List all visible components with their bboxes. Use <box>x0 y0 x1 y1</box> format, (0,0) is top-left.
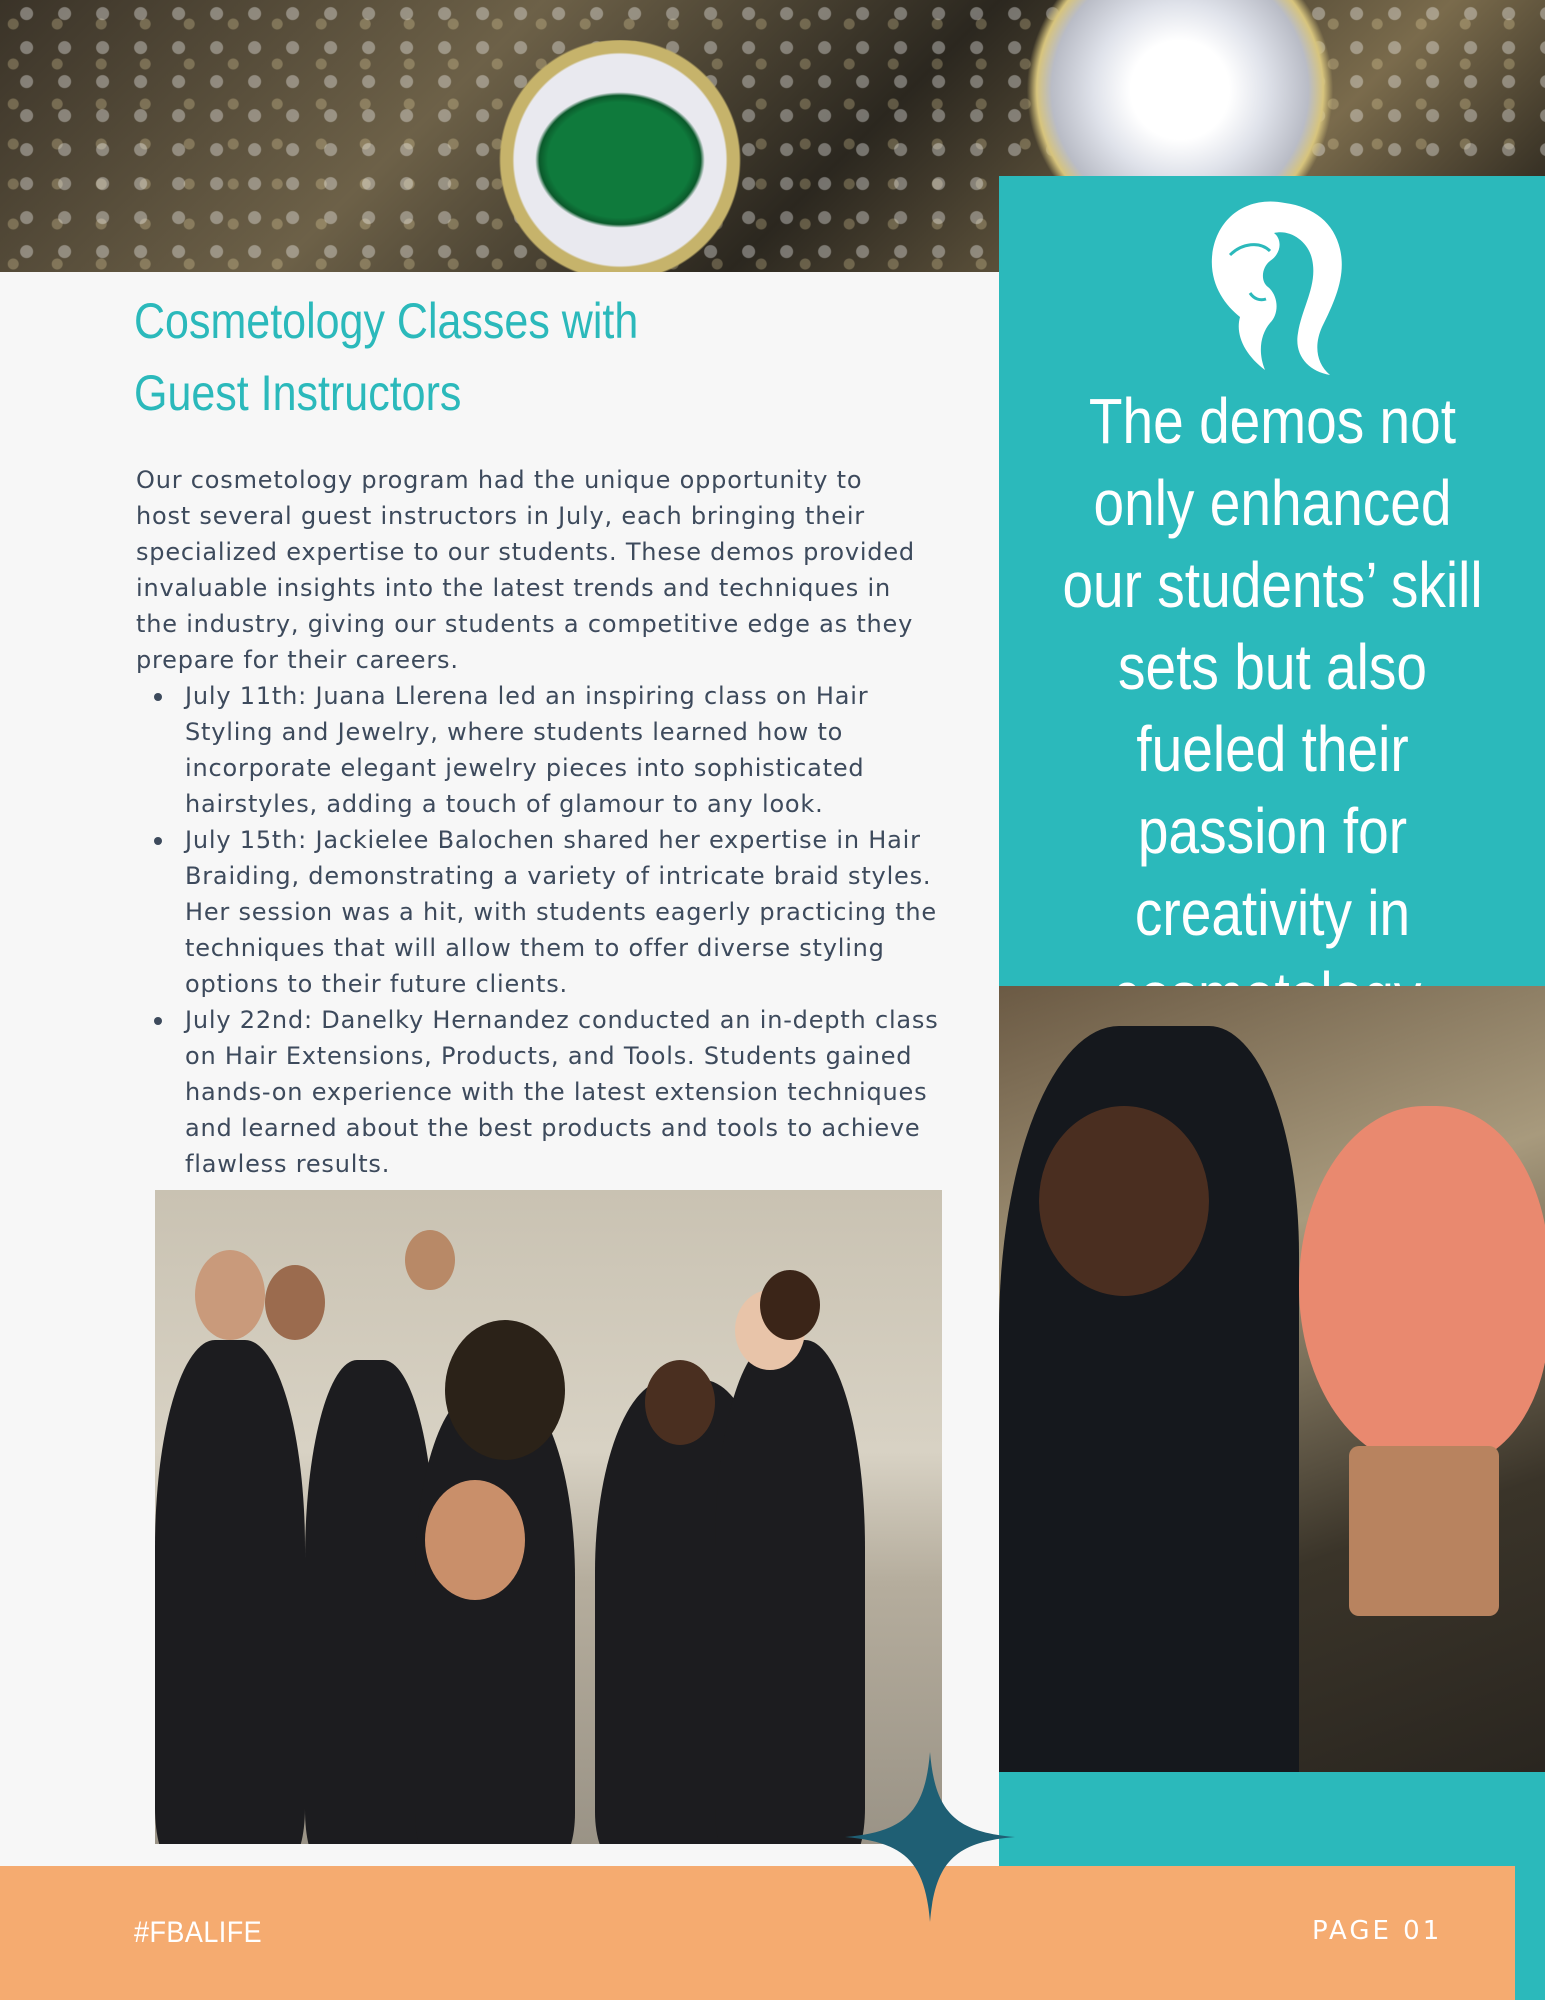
footer-hashtag: #FBALIFE <box>134 1916 263 1949</box>
page-title: Cosmetology Classes with Guest Instructors <box>134 293 639 421</box>
sparkle-star-icon <box>845 1752 1015 1922</box>
instructor-list <box>136 678 965 1182</box>
photo-head <box>265 1265 325 1340</box>
photo-head <box>760 1270 820 1340</box>
student-styling-photo <box>999 986 1545 1772</box>
mannequin-head <box>425 1480 525 1600</box>
student-head <box>1039 1106 1209 1296</box>
intro-paragraph: Our cosmetology program had the unique opportunity to host several guest instructors in July, each bringing their specialized expertise to our students. These demos provided invaluable insights into the latest trends and techniques in the industry, giving our students a competitive edge as they prepare for their careers. <box>136 466 915 674</box>
mannequin-head <box>405 1230 455 1290</box>
page-number: PAGE 01 <box>1312 1916 1443 1946</box>
styled-hair-mannequin <box>1299 1106 1545 1466</box>
mannequin-head <box>1349 1446 1499 1616</box>
list-item: July 22nd: Danelky Hernandez conducted an in-depth class on Hair Extensions, Products, and Tools. Students gained hands-on experience with the latest extension techniques and learned about the best products and tools to achieve flawless results. <box>185 1002 965 1182</box>
list-item: July 15th: Jackielee Balochen shared her expertise in Hair Braiding, demonstrating a variety of intricate braid styles. Her session was a hit, with students eagerly practicing the techniques that will allow them to offer diverse styling options to their future clients. <box>185 822 965 1002</box>
emerald-ring <box>470 40 770 272</box>
list-item: July 11th: Juana Llerena led an inspiring class on Hair Styling and Jewelry, where students learned how to incorporate elegant jewelry pieces into sophisticated hairstyles, adding a touch of glamour to any look. <box>185 678 965 822</box>
photo-head <box>445 1320 565 1460</box>
pull-quote: The demos not only enhanced our students’ skill sets but also fueled their passion for creativity in <box>1062 385 1483 949</box>
photo-figure <box>715 1340 865 1844</box>
photo-figure <box>155 1340 305 1844</box>
group-photo <box>155 1190 942 1844</box>
woman-face-logo-icon <box>1190 195 1350 380</box>
mannequin-head <box>195 1250 265 1340</box>
photo-head <box>645 1360 715 1445</box>
